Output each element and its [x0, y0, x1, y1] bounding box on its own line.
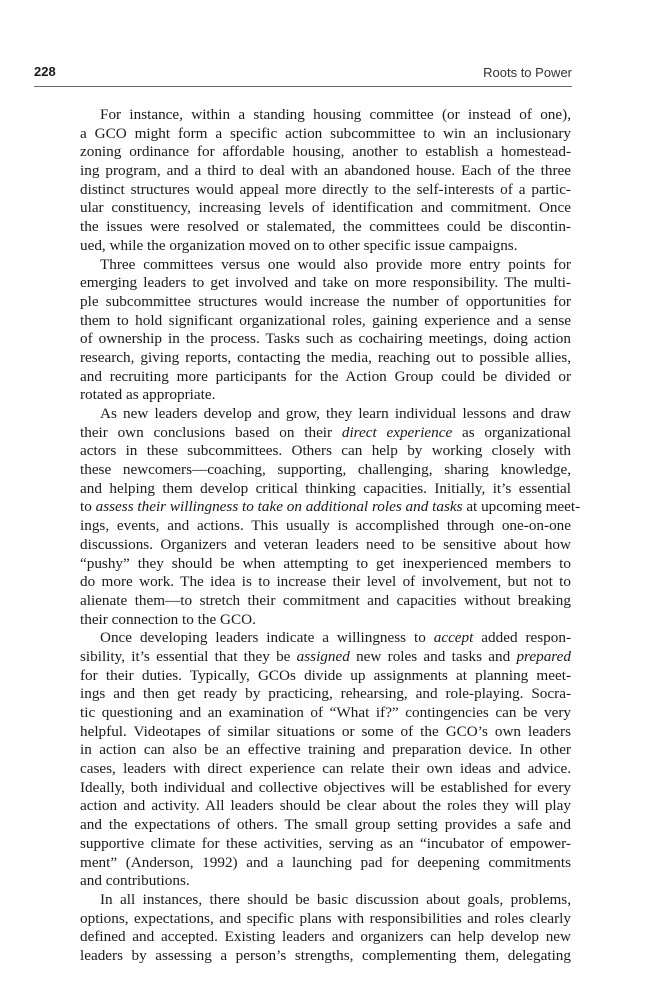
text-line [80, 405, 571, 424]
text-run: For instance, within a standing housing committee (or instead of one), [100, 106, 571, 123]
text-line [80, 555, 571, 574]
running-head-title: Roots to Power [483, 65, 572, 80]
text-run: distinct structures would appeal more directly to the self-interests of a partic- [80, 180, 571, 198]
text-line [80, 442, 571, 461]
page-number: 228 [34, 64, 56, 79]
text-line [80, 312, 571, 331]
text-line [80, 517, 571, 536]
text-line [80, 685, 571, 704]
text-line [80, 330, 571, 349]
text-line [80, 816, 571, 835]
italic-text: direct experience [341, 423, 453, 441]
paragraph [80, 405, 581, 629]
text-line [80, 723, 571, 742]
text-line [80, 872, 571, 891]
text-line [80, 779, 571, 798]
body-text [80, 106, 581, 966]
text-line [80, 910, 571, 929]
text-line [80, 274, 571, 293]
text-run: ple subcommittee structures would increase the number of opportunities for [80, 292, 571, 310]
text-line [80, 536, 571, 555]
text-line [80, 424, 571, 443]
text-line [80, 480, 571, 499]
running-header [34, 64, 572, 87]
text-run: their connection to the GCO. [80, 610, 256, 628]
text-line [80, 256, 571, 275]
text-run: and recruiting more participants for the Action Group could be divided or [80, 367, 571, 385]
text-run: Ideally, both individual and collective objectives will be established for every [80, 778, 571, 796]
text-line [80, 667, 571, 686]
text-run: ings and then get ready by practicing, rehearsing, and role-playing. Socra- [80, 685, 571, 703]
text-run: zoning ordinance for affordable housing, another to establish a homestead- [80, 143, 571, 161]
text-line [80, 760, 571, 779]
paragraph [80, 106, 571, 256]
text-run: ular constituency, increasing levels of identification and commitment. Once [80, 199, 571, 217]
text-line [80, 741, 571, 760]
text-line [80, 181, 571, 200]
italic-text: assess their willingness to take on additional roles and tasks [95, 498, 463, 516]
text-run: them to hold significant organizational roles, gaining experience and a sense [80, 311, 571, 329]
text-line [80, 349, 571, 368]
text-line [80, 106, 571, 125]
text-run: action and activity. All leaders should be clear about the roles they will play [80, 797, 571, 815]
paragraph [80, 891, 571, 966]
text-line [80, 386, 571, 405]
text-run: and the expectations of others. The small group setting provides a safe and [80, 816, 571, 834]
text-run: and helping them develop critical thinking capacities. Initially, it’s essential [80, 479, 571, 497]
text-line [80, 199, 571, 218]
text-line [80, 891, 571, 910]
paragraph [80, 256, 571, 406]
text-run: Three committees versus one would also provide more entry points for [100, 255, 571, 273]
paragraph [80, 629, 571, 891]
text-run: leaders by assessing a person’s strengths, complementing them, delegating [80, 946, 571, 964]
text-run: sibility, it’s essential that they be [80, 647, 297, 665]
text-run: and contributions. [80, 872, 190, 890]
text-run: of ownership in the process. Tasks such as cochairing meetings, doing action [80, 330, 571, 348]
text-run: defined and accepted. Existing leaders and organizers can help develop new [80, 928, 571, 946]
text-run: cases, leaders with direct experience can relate their own ideas and advice. [80, 760, 571, 778]
text-line [80, 573, 571, 592]
text-run: alienate them—to stretch their commitment and capacities without breaking [80, 591, 571, 609]
text-line [80, 947, 571, 966]
text-run: new roles and tasks and [349, 647, 517, 665]
text-line [80, 143, 571, 162]
italic-text: accept [433, 629, 474, 647]
text-line [80, 704, 571, 723]
text-run: in action can also be an effective training and preparation device. In other [80, 741, 571, 759]
text-run: at upcoming meet- [462, 498, 581, 516]
text-run: a GCO might form a specific action subcommittee to win an inclusionary [80, 124, 571, 142]
text-line [80, 835, 571, 854]
text-line [80, 854, 571, 873]
text-run: these newcomers—coaching, supporting, challenging, sharing knowledge, [80, 461, 571, 479]
text-run: “pushy” they should be when attempting to get inexperienced members to [80, 554, 571, 572]
text-line [80, 368, 571, 387]
text-run: rotated as appropriate. [80, 386, 216, 404]
text-run: supportive climate for these activities, serving as an “incubator of empower- [80, 834, 571, 852]
text-run: tic questioning and an examination of “What if?” contingencies can be very [80, 704, 571, 721]
text-run: In all instances, there should be basic discussion about goals, problems, [100, 890, 571, 908]
text-line [80, 611, 571, 630]
text-run: their own conclusions based on their [80, 423, 342, 441]
text-run: ings, events, and actions. This usually is accomplished through one-on-one [80, 517, 571, 535]
text-line [80, 592, 571, 611]
text-run: research, giving reports, contacting the media, reaching out to possible allies, [80, 348, 571, 366]
text-line [80, 498, 581, 517]
text-run: do more work. The idea is to increase their level of involvement, but not to [80, 573, 571, 591]
italic-text: prepared [516, 647, 571, 665]
text-line [80, 237, 571, 256]
text-run: Once developing leaders indicate a willingness to [100, 629, 434, 647]
text-line [80, 125, 571, 144]
text-line [80, 218, 571, 237]
text-line [80, 461, 571, 480]
italic-text: assigned [296, 647, 350, 665]
text-run: added respon- [473, 629, 572, 647]
text-run: to [80, 498, 96, 516]
text-run: ment” (Anderson, 1992) and a launching pad for deepening commitments [80, 853, 571, 871]
text-line [80, 162, 571, 181]
text-run: for their duties. Typically, GCOs divide up assignments at planning meet- [80, 666, 571, 684]
text-line [80, 293, 571, 312]
text-line [80, 928, 571, 947]
text-run: ing program, and a third to deal with an abandoned house. Each of the three [80, 162, 571, 180]
text-run: discussions. Organizers and veteran leaders need to be sensitive about how [80, 535, 571, 553]
text-run: As new leaders develop and grow, they learn individual lessons and draw [100, 405, 571, 422]
text-run: options, expectations, and specific plans with responsibilities and roles clearly [80, 909, 571, 927]
text-run: actors in these subcommittees. Others can help by working closely with [80, 442, 571, 460]
text-run: as organizational [452, 423, 572, 441]
text-run: helpful. Videotapes of similar situations or some of the GCO’s own leaders [80, 722, 571, 740]
text-line [80, 797, 571, 816]
text-line [80, 648, 571, 667]
text-run: the issues were resolved or stalemated, the committees could be discontin- [80, 218, 571, 236]
text-line [80, 629, 571, 648]
text-run: ued, while the organization moved on to other specific issue campaigns. [80, 236, 518, 254]
text-run: emerging leaders to get involved and take on more responsibility. The multi- [80, 274, 571, 292]
